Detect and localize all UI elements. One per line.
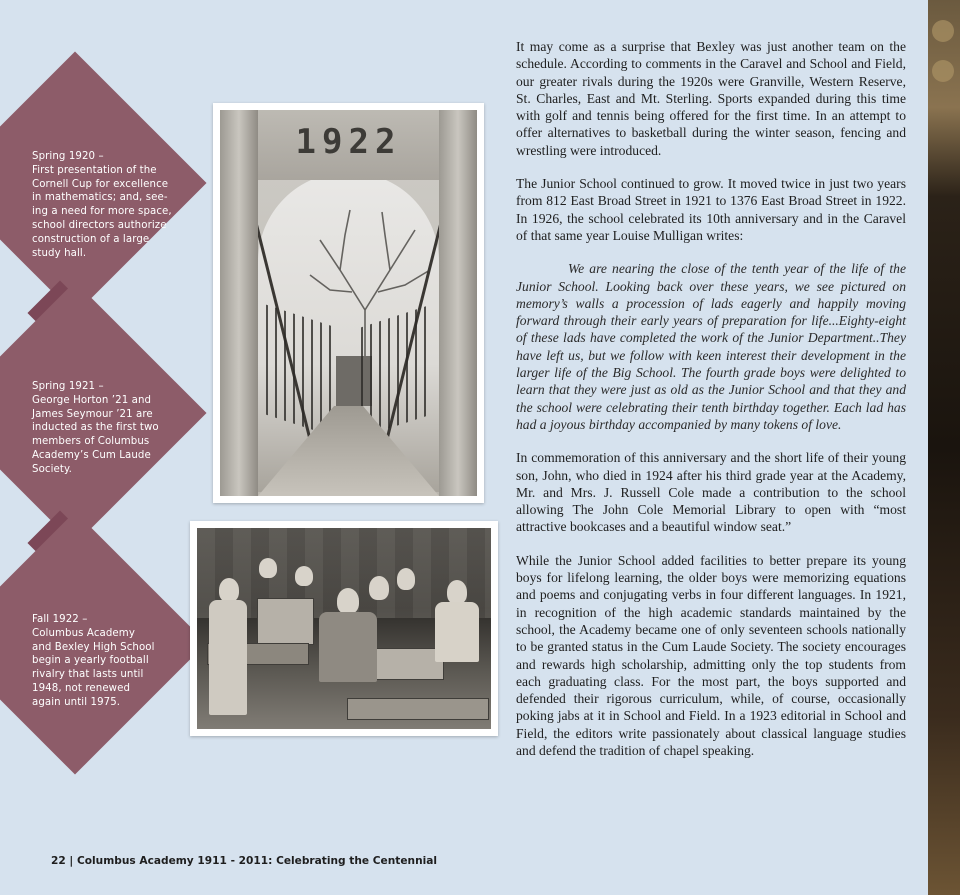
workshop-photo-frame [190, 521, 498, 736]
timeline-line: Columbus Academy [32, 627, 135, 639]
timeline-line: George Horton ’21 and [32, 394, 152, 406]
quote-text: We are nearing the close of the tenth year of the life of the Junior School. Looking back over these years, we see pictured on memory’s walls a procession of lads eagerly and happily moving forward through their early years of preparation for life...Eighty-eight of these lads have completed the work of the Junior Department..They have left us, but we follow with keen interest their development in the larger life of the Big School. The fourth grade boys were delighted to learn that they were just as old as the Junior School and that they and the school were celebrating their tenth birthday together. Each lad has had a joyous birthday accompanied by many tokens of love. [516, 261, 906, 432]
student [397, 568, 415, 590]
workbench [347, 698, 489, 720]
bridge-photo-frame [213, 103, 484, 503]
leaf-decoration [932, 20, 954, 42]
bridge-pier [439, 110, 477, 496]
bridge-year-inscription: 1922 [295, 122, 402, 162]
timeline-line: rivalry that lasts until [32, 669, 144, 681]
timeline-line: ing a need for more space, [32, 206, 172, 218]
leaf-decoration [932, 60, 954, 82]
article-column [516, 38, 906, 775]
student [219, 578, 239, 602]
student [337, 588, 359, 614]
timeline-line: First presentation of the [32, 164, 157, 176]
article-paragraph: It may come as a surprise that Bexley was just another team on the schedule. According to comments in the Caravel and School and Field, our greater rivals during the 1920s were Granville, Western Reserve, St. Charles, East and Mt. Sterling. Sports expanded during this time with golf and tennis being offered for the first time. In an attempt to offer alternatives to basketball during the winter season, fencing and wrestling were introduced. [516, 39, 906, 158]
student [295, 566, 313, 586]
timeline-line: Cornell Cup for excellence [32, 178, 169, 190]
article-paragraph: In commemoration of this anniversary and the short life of their young son, John, who died in 1924 after his third grade year at the Academy, Mr. and Mrs. J. Russell Cole made a contribution to the school allowing The John Cole Memorial Library to open with “most attractive bookcases and a beautiful window seat.” [516, 450, 906, 535]
student [369, 576, 389, 600]
adjacent-page-edge [928, 0, 960, 895]
timeline-entry-1921 [32, 380, 159, 477]
timeline-date: Fall 1922 – [32, 614, 88, 625]
timeline-line: Society. [32, 463, 73, 475]
timeline-line: 1948, not renewed [32, 682, 131, 694]
timeline-date: Spring 1921 – [32, 381, 104, 392]
timeline-date: Spring 1920 – [32, 151, 104, 162]
timeline-line: Academy’s Cum Laude [32, 449, 151, 461]
timeline-entry-1922 [32, 613, 155, 710]
article-paragraph: While the Junior School added facilities to better prepare its young boys for lifelong learning, the older boys were memorizing equations and poems and conjugating verbs in four different languages. In 1921, in recognition of the high academic standards maintained by the school, the Academy became one of only seventeen schools nationally to be granted status in the Cum Laude Society. The society encourages and rewards high scholarship, admitting only the top students from each graduating class. For the most part, the boys supported and defended their rigorous curriculum, while, of course, occasionally poking jabs at it in School and Field. In a 1923 editorial in School and Field, the editors write passionately about classical language studies and defend the tradition of chapel speaking. [516, 552, 906, 758]
timeline-line: James Seymour ’21 are [32, 408, 153, 420]
timeline-line: members of Columbus [32, 436, 150, 448]
timeline-line: construction of a large [32, 233, 150, 245]
student [209, 600, 247, 715]
timeline-entry-1920 [32, 150, 172, 260]
student [435, 602, 479, 662]
timeline-line: school directors authorize [32, 219, 167, 231]
timeline-line: inducted as the first two [32, 422, 159, 434]
workshop-photo [197, 528, 491, 729]
timeline-line: again until 1975. [32, 696, 121, 708]
student [319, 612, 377, 682]
article-paragraph: The Junior School continued to grow. It moved twice in just two years from 812 East Broad Street in 1921 to 1376 East Broad Street in 1922. In 1926, the school celebrated its 10th anniversary and in the Caravel of that same year Louise Mulligan writes: [516, 176, 906, 243]
timeline-line: and Bexley High School [32, 641, 155, 653]
article-quote [516, 260, 906, 433]
bridge-pier [220, 110, 258, 496]
timeline-line: begin a yearly football [32, 655, 149, 667]
page-footer: 22 | Columbus Academy 1911 - 2011: Celebrating the Centennial [51, 855, 438, 867]
wooden-box [257, 598, 314, 645]
student [447, 580, 467, 604]
bridge-photo [220, 110, 477, 496]
timeline-line: in mathematics; and, see- [32, 192, 168, 204]
timeline-line: study hall. [32, 247, 87, 259]
student [259, 558, 277, 578]
